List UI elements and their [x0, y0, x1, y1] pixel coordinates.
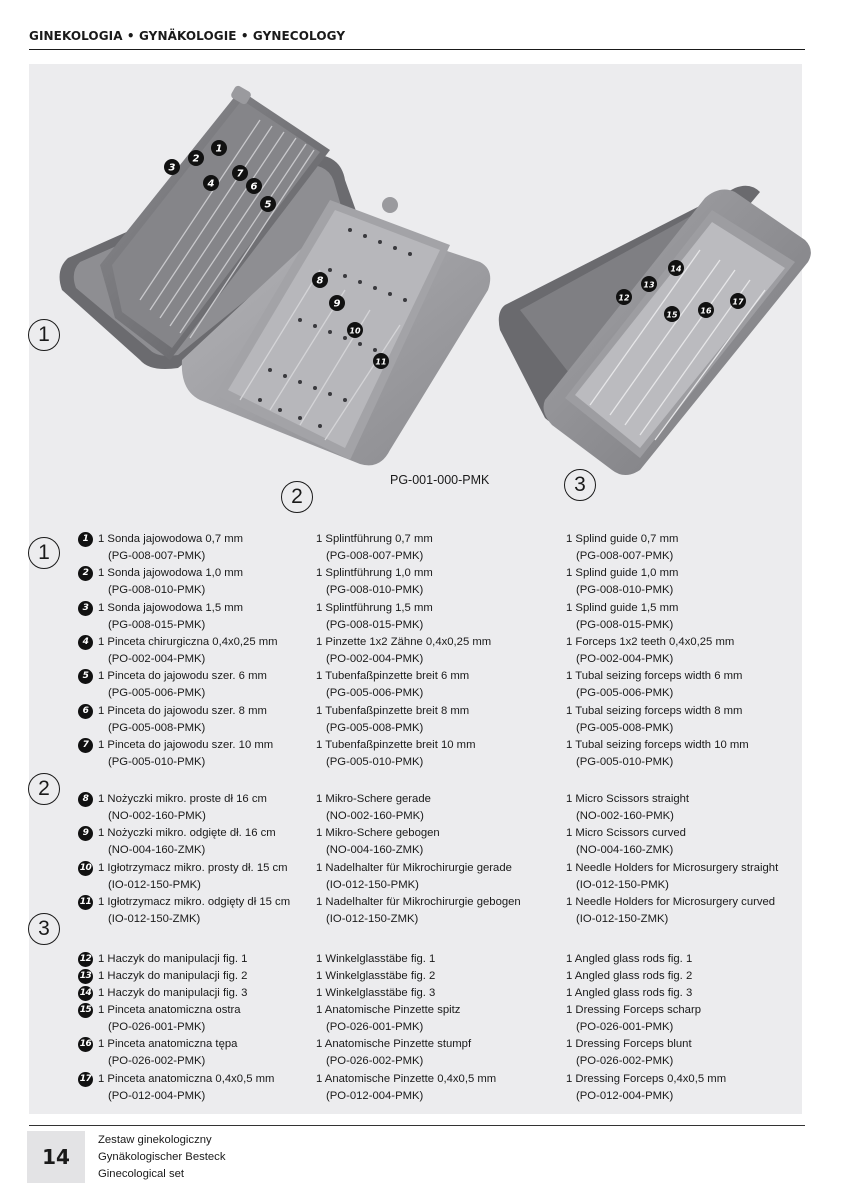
- item-en: [566, 825, 686, 859]
- item-name-pl: 1 Nożyczki mikro. proste dł 16 cm: [98, 793, 267, 805]
- item-code-pl: (PG-005-010-PMK): [108, 755, 206, 768]
- item-name-de: 1 Splintführung 0,7 mm: [316, 533, 433, 545]
- item-code-pl: (IO-012-150-PMK): [108, 878, 201, 891]
- item-en: [566, 1071, 726, 1105]
- item-code-en: (PG-005-010-PMK): [576, 755, 674, 768]
- item-en: [566, 985, 692, 1002]
- page-header-title: GINEKOLOGIA • GYNÄKOLOGIE • GYNECOLOGY: [29, 29, 346, 43]
- item-en: [566, 600, 678, 634]
- item-code-pl: (PO-012-004-PMK): [108, 1089, 206, 1102]
- item-code-en: (PG-005-008-PMK): [576, 721, 674, 734]
- item-de: [316, 860, 512, 894]
- item-code-en: (PG-008-007-PMK): [576, 550, 674, 562]
- item-name-de: 1 Winkelglasstäbe fig. 3: [316, 987, 436, 999]
- item-number-badge: 11: [78, 895, 93, 910]
- item-pl: [98, 531, 243, 565]
- item-number-badge: 8: [78, 792, 93, 807]
- item-name-en: 1 Needle Holders for Microsurgery curved: [566, 895, 776, 908]
- item-code-en: (NO-004-160-ZMK): [576, 844, 674, 857]
- callout-number: 8: [316, 275, 324, 287]
- item-number-badge: 13: [78, 969, 93, 984]
- tray-3: [499, 186, 811, 475]
- item-en: [566, 860, 778, 894]
- item-code-pl: (PG-008-007-PMK): [108, 550, 206, 562]
- item-en: [566, 737, 749, 771]
- item-name-pl: 1 Sonda jajowodowa 0,7 mm: [98, 533, 244, 545]
- callout-number: 2: [192, 153, 200, 165]
- item-en: [566, 1002, 701, 1036]
- item-name-en: 1 Angled glass rods fig. 2: [566, 970, 693, 982]
- item-code-de: (PG-005-008-PMK): [326, 721, 424, 734]
- item-de: [316, 531, 433, 565]
- item-de: [316, 1002, 460, 1036]
- item-de: [316, 1071, 496, 1105]
- item-name-en: 1 Tubal seizing forceps width 8 mm: [566, 704, 743, 717]
- item-de: [316, 703, 469, 737]
- item-name-en: 1 Angled glass rods fig. 3: [566, 987, 693, 999]
- item-name-pl: 1 Haczyk do manipulacji fig. 3: [98, 987, 248, 999]
- item-name-en: 1 Splind guide 1,0 mm: [566, 567, 679, 580]
- item-code-de: (PO-026-002-PMK): [326, 1055, 424, 1068]
- item-de: [316, 825, 440, 859]
- item-name-de: 1 Tubenfaßpinzette breit 10 mm: [316, 738, 476, 751]
- footer-title-en: Ginecological set: [98, 1168, 185, 1180]
- item-number-badge: 6: [78, 704, 93, 719]
- item-de: [316, 600, 433, 634]
- item-de: [316, 968, 435, 985]
- item-pl: [98, 1002, 241, 1036]
- item-en: [566, 703, 742, 737]
- item-de: [316, 951, 435, 968]
- item-code-de: (PG-008-010-PMK): [326, 584, 424, 597]
- item-name-pl: 1 Pinceta anatomiczna 0,4x0,5 mm: [98, 1072, 275, 1085]
- footer-title-pl: Zestaw ginekologiczny: [98, 1134, 212, 1146]
- item-de: [316, 668, 469, 702]
- item-pl: [98, 968, 247, 985]
- item-code-pl: (PG-008-015-PMK): [108, 618, 206, 631]
- tray-label-1: 1: [28, 319, 60, 351]
- item-name-de: 1 Anatomische Pinzette spitz: [316, 1004, 461, 1016]
- callout-number: 15: [666, 310, 678, 320]
- item-pl: [98, 565, 243, 599]
- item-name-en: 1 Forceps 1x2 teeth 0,4x0,25 mm: [566, 635, 735, 648]
- item-name-pl: 1 Pinceta chirurgiczna 0,4x0,25 mm: [98, 635, 278, 648]
- item-code-de: (PO-026-001-PMK): [326, 1021, 424, 1033]
- item-code-en: (PG-008-010-PMK): [576, 584, 674, 597]
- item-number-badge: 3: [78, 601, 93, 616]
- item-code-en: (PO-012-004-PMK): [576, 1089, 674, 1102]
- footer-title: [98, 1132, 225, 1183]
- item-code-de: (NO-004-160-ZMK): [326, 844, 424, 857]
- item-code-de: (PG-005-010-PMK): [326, 755, 424, 768]
- item-name-pl: 1 Sonda jajowodowa 1,5 mm: [98, 601, 244, 614]
- callout-number: 14: [670, 264, 682, 274]
- item-de: [316, 894, 521, 928]
- item-name-pl: 1 Haczyk do manipulacji fig. 1: [98, 953, 248, 965]
- item-code-en: (PO-002-004-PMK): [576, 652, 674, 665]
- item-number-badge: 2: [78, 566, 93, 581]
- item-pl: [98, 791, 267, 825]
- item-name-de: 1 Winkelglasstäbe fig. 2: [316, 970, 436, 982]
- item-name-de: 1 Mikro-Schere gerade: [316, 793, 431, 805]
- item-name-pl: 1 Igłotrzymacz mikro. odgięty dł 15 cm: [98, 895, 291, 908]
- item-code-en: (IO-012-150-PMK): [576, 878, 669, 891]
- item-number-badge: 12: [78, 952, 93, 967]
- footer-title-de: Gynäkologischer Besteck: [98, 1151, 226, 1163]
- item-name-de: 1 Mikro-Schere gebogen: [316, 827, 440, 840]
- item-code-en: (NO-002-160-PMK): [576, 810, 674, 822]
- item-name-de: 1 Nadelhalter für Mikrochirurgie gerade: [316, 861, 512, 874]
- item-code-de: (IO-012-150-PMK): [326, 878, 419, 891]
- item-pl: [98, 825, 276, 859]
- section-label-2: 2: [28, 773, 60, 805]
- item-name-en: 1 Tubal seizing forceps width 6 mm: [566, 670, 743, 683]
- item-name-en: 1 Micro Scissors curved: [566, 827, 686, 840]
- item-number-badge: 1: [78, 532, 93, 547]
- item-pl: [98, 1071, 274, 1105]
- callout-number: 6: [250, 181, 258, 193]
- item-pl: [98, 985, 247, 1002]
- item-name-en: 1 Micro Scissors straight: [566, 793, 690, 805]
- instrument-trays-illustration: [0, 0, 850, 520]
- item-number-badge: 4: [78, 635, 93, 650]
- item-de: [316, 737, 476, 771]
- section-label-3: 3: [28, 913, 60, 945]
- callout-number: 7: [236, 168, 244, 180]
- callout-number: 9: [333, 298, 341, 310]
- item-code-de: (NO-002-160-PMK): [326, 810, 424, 822]
- callout-number: 5: [264, 199, 272, 211]
- item-en: [566, 531, 678, 565]
- item-name-pl: 1 Pinceta do jajowodu szer. 10 mm: [98, 738, 274, 751]
- item-en: [566, 634, 734, 668]
- item-code-de: (PO-002-004-PMK): [326, 652, 424, 665]
- item-name-en: 1 Angled glass rods fig. 1: [566, 953, 693, 965]
- item-name-de: 1 Anatomische Pinzette 0,4x0,5 mm: [316, 1072, 497, 1085]
- item-number-badge: 7: [78, 738, 93, 753]
- item-code-en: (PG-005-006-PMK): [576, 687, 674, 700]
- item-en: [566, 668, 742, 702]
- item-number-badge: 10: [78, 861, 93, 876]
- item-name-de: 1 Tubenfaßpinzette breit 6 mm: [316, 670, 470, 683]
- item-pl: [98, 737, 273, 771]
- item-en: [566, 894, 775, 928]
- item-en: [566, 565, 678, 599]
- item-name-pl: 1 Sonda jajowodowa 1,0 mm: [98, 567, 244, 580]
- item-de: [316, 791, 431, 825]
- callout-number: 12: [618, 293, 630, 303]
- item-pl: [98, 668, 267, 702]
- item-number-badge: 5: [78, 669, 93, 684]
- item-number-badge: 15: [78, 1003, 93, 1018]
- callout-number: 11: [375, 357, 387, 367]
- item-code-de: (PO-012-004-PMK): [326, 1089, 424, 1102]
- tray-label-2: 2: [281, 481, 313, 513]
- item-code-en: (IO-012-150-ZMK): [576, 912, 669, 925]
- item-number-badge: 14: [78, 986, 93, 1001]
- item-name-pl: 1 Pinceta anatomiczna tępa: [98, 1038, 238, 1051]
- item-code-pl: (PO-026-001-PMK): [108, 1021, 206, 1033]
- item-code-pl: (PO-002-004-PMK): [108, 652, 206, 665]
- item-code-de: (IO-012-150-ZMK): [326, 912, 419, 925]
- item-name-pl: 1 Haczyk do manipulacji fig. 2: [98, 970, 248, 982]
- item-name-en: 1 Dressing Forceps blunt: [566, 1038, 692, 1051]
- item-de: [316, 985, 435, 1002]
- item-name-pl: 1 Pinceta do jajowodu szer. 6 mm: [98, 670, 267, 683]
- item-name-pl: 1 Nożyczki mikro. odgięte dł. 16 cm: [98, 827, 276, 840]
- callout-number: 13: [643, 280, 655, 290]
- item-name-de: 1 Splintführung 1,0 mm: [316, 567, 433, 580]
- item-name-de: 1 Splintführung 1,5 mm: [316, 601, 433, 614]
- item-code-pl: (PG-008-010-PMK): [108, 584, 206, 597]
- item-code-de: (PG-008-007-PMK): [326, 550, 424, 562]
- item-code-en: (PO-026-001-PMK): [576, 1021, 674, 1033]
- page-number: 14: [27, 1131, 85, 1183]
- item-name-en: 1 Dressing Forceps 0,4x0,5 mm: [566, 1072, 727, 1085]
- item-number-badge: 17: [78, 1072, 93, 1087]
- item-pl: [98, 860, 288, 894]
- item-pl: [98, 894, 290, 928]
- item-name-de: 1 Nadelhalter für Mikrochirurgie gebogen: [316, 895, 521, 908]
- item-en: [566, 951, 692, 968]
- item-code-de: (PG-005-006-PMK): [326, 687, 424, 700]
- item-code-de: (PG-008-015-PMK): [326, 618, 424, 631]
- callout-number: 16: [700, 306, 712, 316]
- item-code-en: (PO-026-002-PMK): [576, 1055, 674, 1068]
- item-name-en: 1 Dressing Forceps scharp: [566, 1004, 701, 1016]
- item-pl: [98, 703, 267, 737]
- item-pl: [98, 1036, 237, 1070]
- item-pl: [98, 951, 247, 968]
- item-de: [316, 565, 433, 599]
- item-number-badge: 9: [78, 826, 93, 841]
- item-pl: [98, 600, 243, 634]
- item-name-pl: 1 Pinceta do jajowodu szer. 8 mm: [98, 704, 267, 717]
- callout-number: 1: [215, 143, 223, 155]
- callout-number: 17: [732, 297, 744, 307]
- item-code-en: (PG-008-015-PMK): [576, 618, 674, 631]
- item-code-pl: (IO-012-150-ZMK): [108, 912, 201, 925]
- item-name-pl: 1 Pinceta anatomiczna ostra: [98, 1004, 241, 1016]
- callout-number: 4: [207, 178, 215, 190]
- item-en: [566, 1036, 692, 1070]
- footer-rule: [29, 1125, 805, 1126]
- set-code: PG-001-000-PMK: [390, 473, 490, 487]
- item-name-en: 1 Splind guide 0,7 mm: [566, 533, 679, 545]
- item-code-pl: (PG-005-008-PMK): [108, 721, 206, 734]
- item-name-pl: 1 Igłotrzymacz mikro. prosty dł. 15 cm: [98, 861, 288, 874]
- item-en: [566, 791, 689, 825]
- item-de: [316, 1036, 471, 1070]
- item-code-pl: (PG-005-006-PMK): [108, 687, 206, 700]
- item-name-en: 1 Splind guide 1,5 mm: [566, 601, 679, 614]
- item-name-de: 1 Pinzette 1x2 Zähne 0,4x0,25 mm: [316, 635, 492, 648]
- item-number-badge: 16: [78, 1037, 93, 1052]
- item-name-de: 1 Tubenfaßpinzette breit 8 mm: [316, 704, 470, 717]
- tray-label-3: 3: [564, 469, 596, 501]
- item-de: [316, 634, 491, 668]
- item-en: [566, 968, 692, 985]
- item-code-pl: (NO-002-160-PMK): [108, 810, 206, 822]
- item-name-de: 1 Winkelglasstäbe fig. 1: [316, 953, 436, 965]
- item-name-en: 1 Tubal seizing forceps width 10 mm: [566, 738, 749, 751]
- item-code-pl: (NO-004-160-ZMK): [108, 844, 206, 857]
- callout-number: 3: [168, 162, 176, 174]
- item-name-en: 1 Needle Holders for Microsurgery straight: [566, 861, 779, 874]
- callout-number: 10: [349, 326, 361, 336]
- section-label-1: 1: [28, 537, 60, 569]
- item-name-de: 1 Anatomische Pinzette stumpf: [316, 1038, 472, 1051]
- item-code-pl: (PO-026-002-PMK): [108, 1055, 206, 1068]
- item-pl: [98, 634, 278, 668]
